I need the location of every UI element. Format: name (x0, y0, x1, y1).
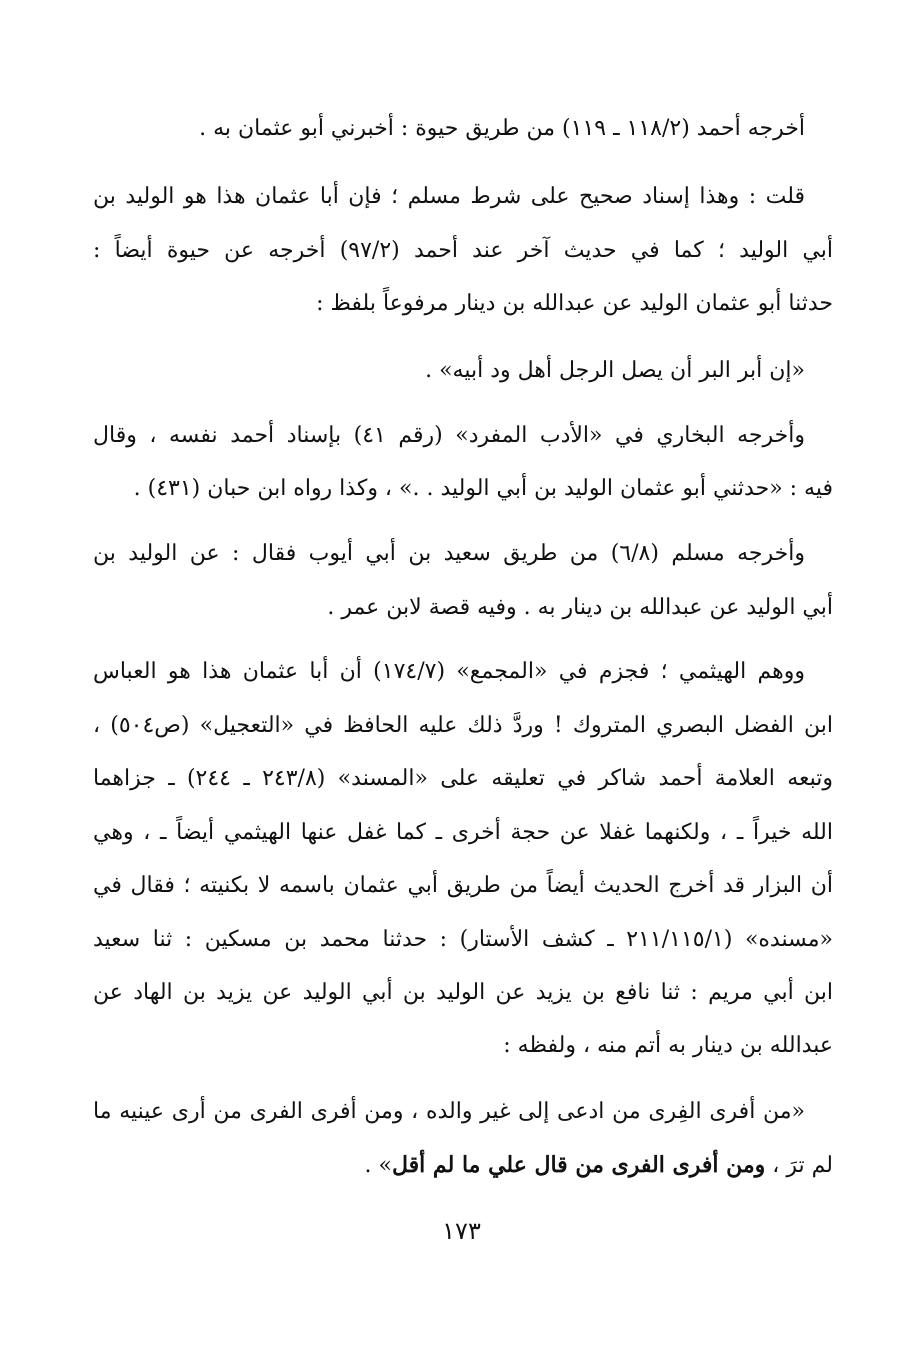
text-line: أبي الوليد عن عبدالله بن دينار به . وفيه قصة لابن عمر . (327, 595, 833, 620)
text-line: الله خيراً ـ ، ولكنهما غفلا عن حجة أخرى ـ كما غفل عنها الهيثمي أيضاً ـ ، وهي (93, 820, 833, 845)
text-line: أبي الوليد ؛ كما في حديث آخر عند أحمد (٩٧/٢) أخرجه عن حيوة أيضاً : (93, 238, 834, 263)
page-number: ١٧٣ (442, 1217, 481, 1245)
text-line: «إن أبر البر أن يصل الرجل أهل ود أبيه» . (425, 358, 805, 383)
text-line: فيه : «حدثني أبو عثمان الوليد بن أبي الوليد . .» ، وكذا رواه ابن حبان (٤٣١) . (133, 476, 833, 501)
text-line: وتبعه العلامة أحمد شاكر في تعليقه على «المسند» (٢٤٣/٨ ـ ٢٤٤) ـ جزاهما (93, 766, 834, 791)
text-line: ووهم الهيثمي ؛ فجزم في «المجمع» (١٧٤/٧) أن أبا عثمان هذا هو العباس (93, 659, 805, 684)
text-segment: لم ترَ ، (765, 1153, 833, 1178)
bold-text-segment: ومن أفرى الفرى من قال علي ما لم أقل (391, 1152, 766, 1178)
text-line: قلت : وهذا إسناد صحيح على شرط مسلم ؛ فإن أبا عثمان هذا هو الوليد بن (93, 184, 805, 209)
text-segment: » . (364, 1153, 392, 1178)
text-line: أن البزار قد أخرج الحديث أيضاً من طريق أبي عثمان باسمه لا بكنيته ؛ فقال في (93, 873, 833, 898)
text-line: حدثنا أبو عثمان الوليد عن عبدالله بن دينار مرفوعاً بلفظ : (316, 291, 833, 316)
text-line: «مسنده» (٢١١/١١٥/١ ـ كشف الأستار) : حدثنا محمد بن مسكين : ثنا سعيد (93, 927, 833, 952)
text-line: أخرجه أحمد (١١٨/٢ ـ ١١٩) من طريق حيوة : أخبرني أبو عثمان به . (199, 116, 805, 141)
text-line: «من أفرى الفِرى من ادعى إلى غير والده ، ومن أفرى الفرى من أرى عينيه ما (93, 1099, 805, 1124)
text-line: ابن الفضل البصري المتروك ! وردَّ ذلك عليه الحافظ في «التعجيل» (ص٥٠٤) ، (93, 713, 833, 738)
text-line: عبدالله بن دينار به أتم منه ، ولفظه : (503, 1033, 833, 1058)
text-line: وأخرجه البخاري في «الأدب المفرد» (رقم ٤١) بإسناد أحمد نفسه ، وقال (93, 423, 806, 448)
text-line: ابن أبي مريم : ثنا نافع بن يزيد عن الوليد بن أبي الوليد عن يزيد بن الهاد عن (93, 980, 833, 1005)
text-line (93, 1148, 833, 1183)
text-line: وأخرجه مسلم (٦/٨) من طريق سعيد بن أبي أيوب فقال : عن الوليد بن (93, 541, 805, 566)
